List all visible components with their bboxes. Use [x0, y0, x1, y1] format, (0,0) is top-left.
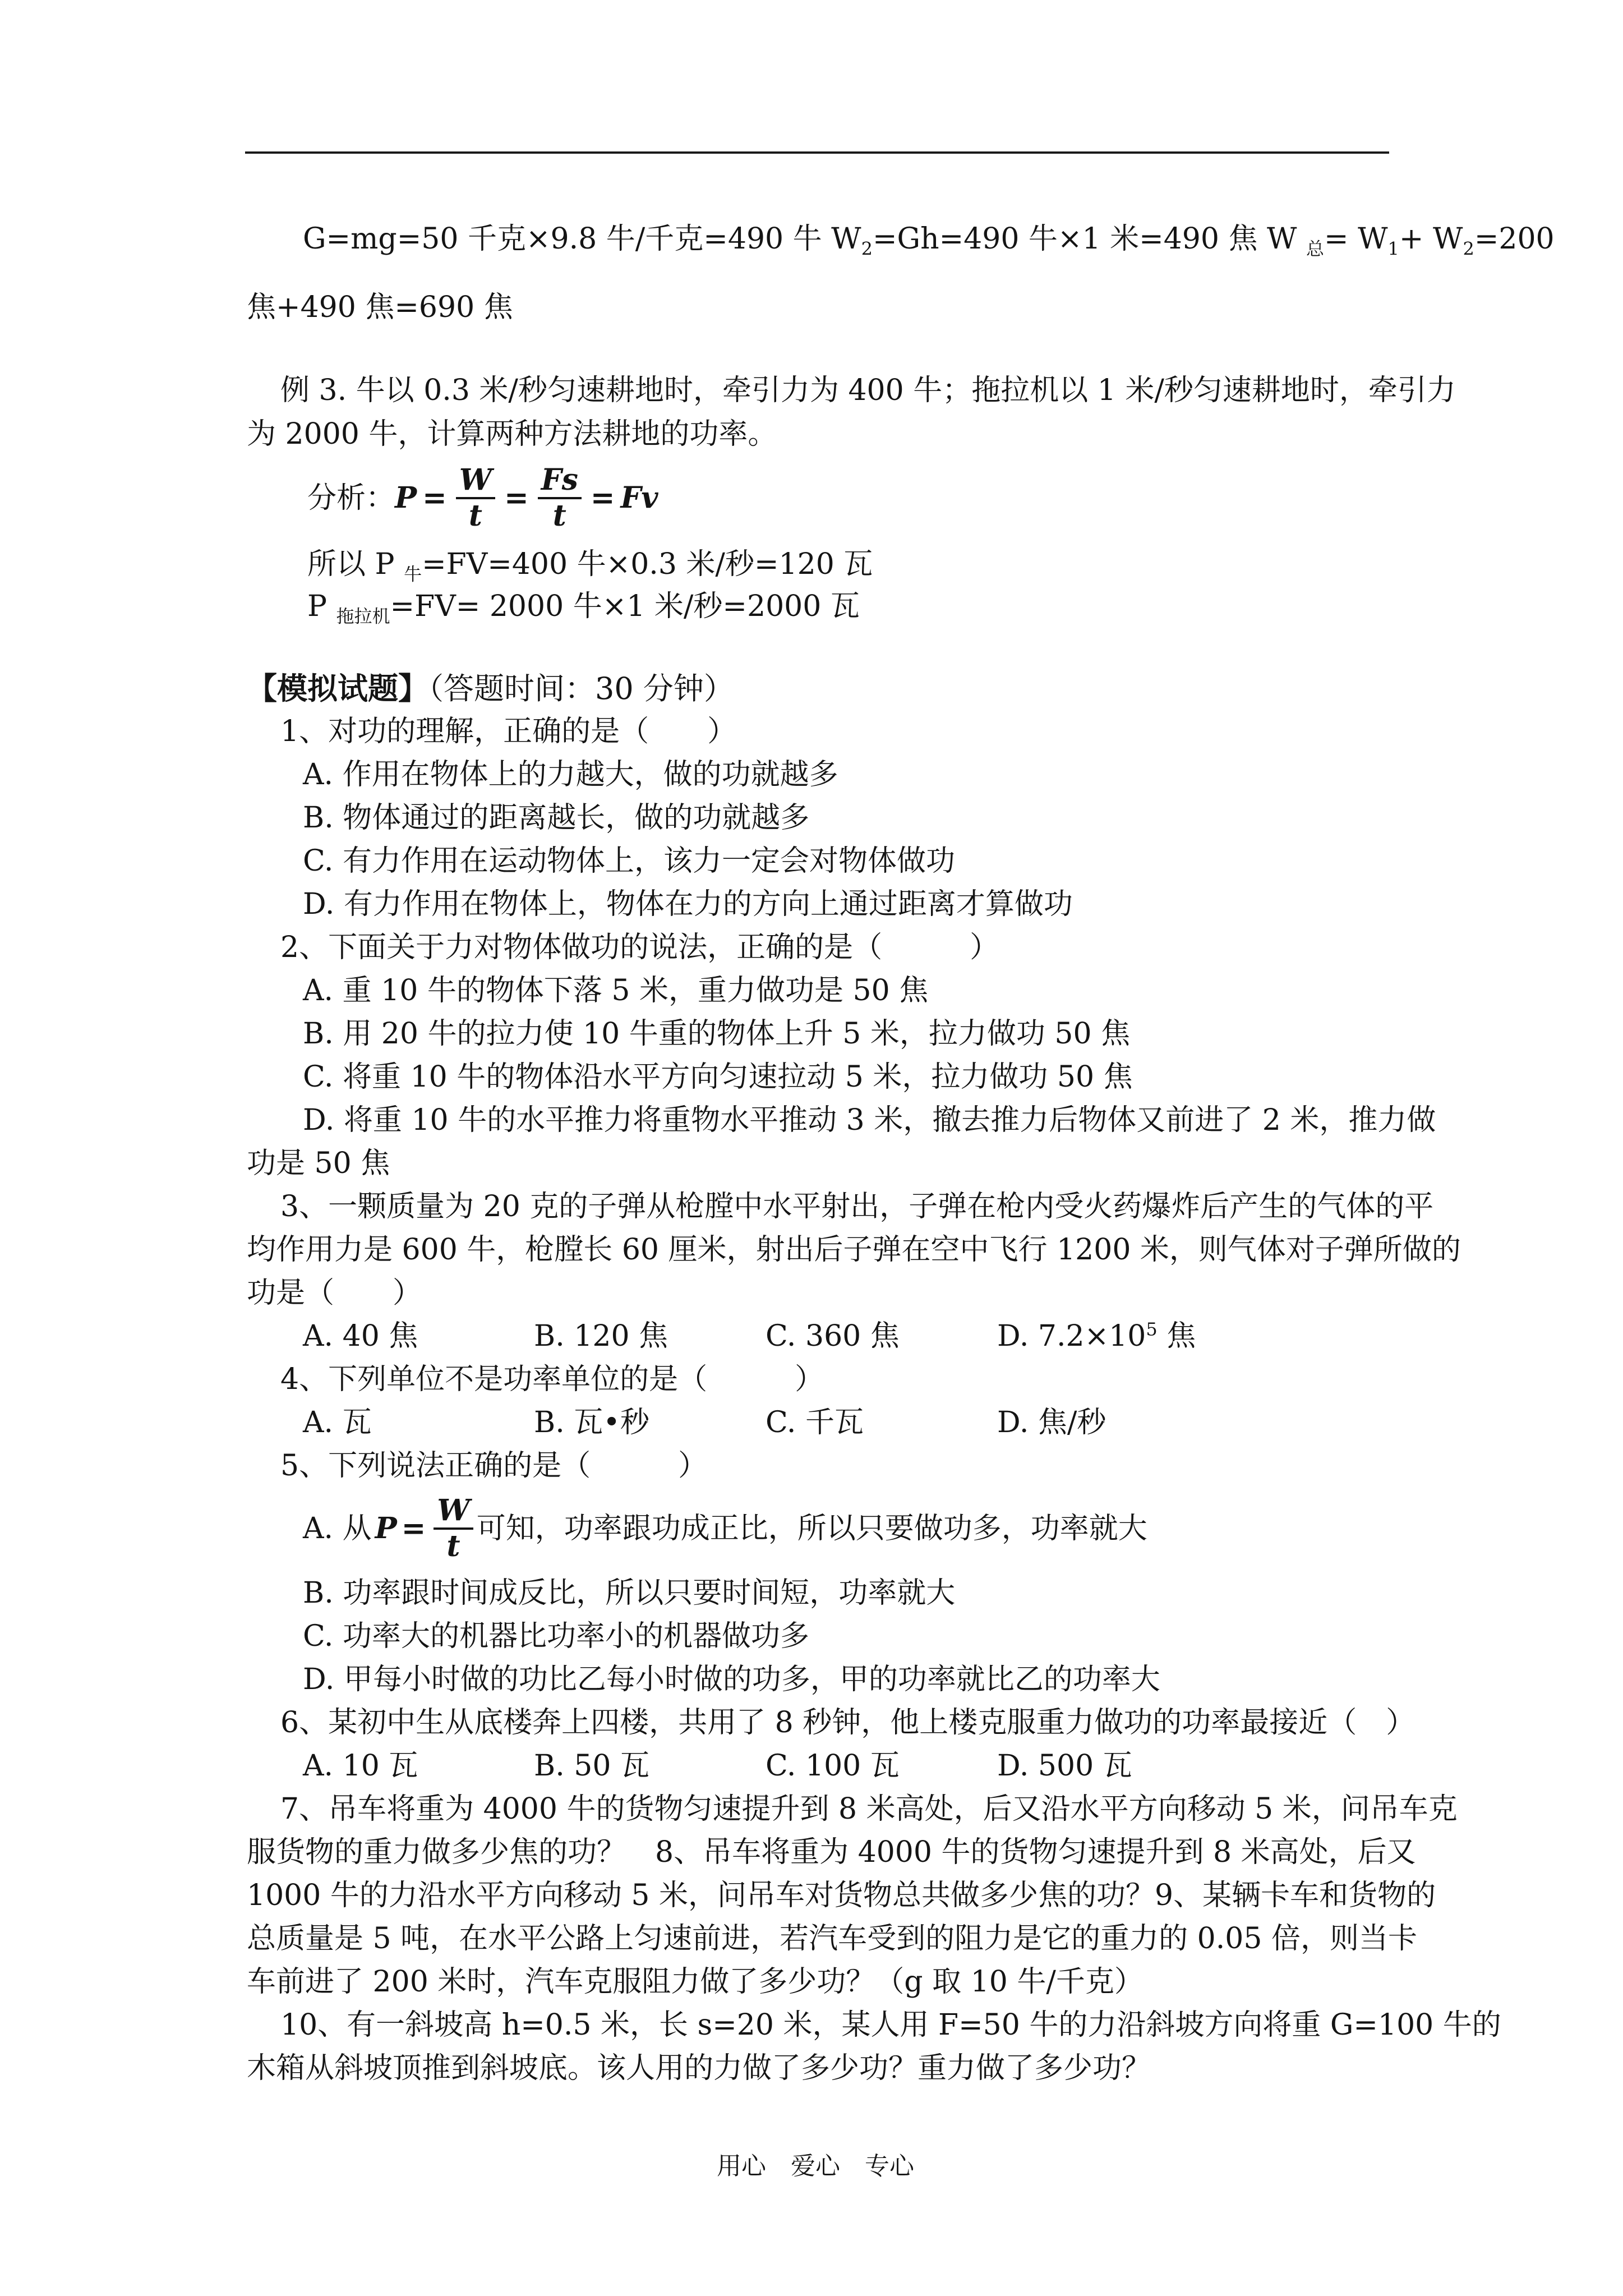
q5-option-a: A. 从 P = $\frac{W}{t}$ 可知，功率跟功成正比，所以只要做功多，功率就大 — [303, 1493, 1147, 1563]
example3-line-2: 为 2000 牛，计算两种方法耕地的功率。 — [247, 417, 777, 451]
q789-line-2: 服货物的重力做多少焦的功？ 8、吊车将重为 4000 牛的货物匀速提升到 8 米高处，后又 — [247, 1835, 1416, 1869]
q789-line-5: 车前进了 200 米时，汽车克服阻力做了多少功？（g 取 10 牛/千克） — [247, 1965, 1144, 1999]
analysis-label: 分析： — [307, 481, 395, 515]
q2-option-d-line2: 功是 50 焦 — [247, 1147, 390, 1180]
q3-option-b: B. 120 焦 — [534, 1319, 668, 1353]
q4-option-d: D. 焦/秒 — [997, 1406, 1106, 1439]
q1-stem: 1、对功的理解，正确的是（ ） — [280, 715, 737, 748]
q3-line-1: 3、一颗质量为 20 克的子弹从枪膛中水平射出，子弹在枪内受火药爆炸后产生的气体的平 — [280, 1190, 1434, 1223]
q789-line-3: 1000 牛的力沿水平方向移动 5 米，问吊车对货物总共做多少焦的功？9、某辆卡车和货物的 — [247, 1879, 1436, 1912]
q1-option-c: C. 有力作用在运动物体上，该力一定会对物体做功 — [303, 844, 955, 878]
fraction-w-over-t: $\frac{W}{t}$ — [456, 466, 495, 531]
section-title: 【模拟试题】（答题时间：30 分钟） — [247, 670, 734, 706]
ox-power-line: 所以 P $_牛$=FV=400 牛×0.3 米/秒=120 瓦 — [307, 547, 873, 585]
q10-line-2: 木箱从斜坡顶推到斜坡底。该人用的力做了多少功？重力做了多少功？ — [247, 2051, 1151, 2085]
q3-line-2: 均作用力是 600 牛，枪膛长 60 厘米，射出后子弹在空中飞行 1200 米，则气体对子弹所做的 — [247, 1233, 1461, 1267]
q6-option-a: A. 10 瓦 — [303, 1749, 418, 1783]
fraction-w-over-t-q5: $\frac{W}{t}$ — [434, 1496, 473, 1561]
q789-line-1: 7、吊车将重为 4000 牛的货物匀速提升到 8 米高处，后又沿水平方向移动 5 米，问吊车克 — [280, 1792, 1458, 1826]
q5-option-c: C. 功率大的机器比功率小的机器做功多 — [303, 1619, 809, 1653]
q4-stem: 4、下列单位不是功率单位的是（ ） — [280, 1363, 824, 1396]
q3-option-c: C. 360 焦 — [766, 1319, 900, 1353]
q10-line-1: 10、有一斜坡高 h=0.5 米，长 s=20 米，某人用 F=50 牛的力沿斜坡方向将重 G=100 牛的 — [280, 2008, 1501, 2042]
q1-option-a: A. 作用在物体上的力越大，做的功就越多 — [303, 758, 838, 792]
q6-option-c: C. 100 瓦 — [766, 1749, 900, 1783]
q3-option-a: A. 40 焦 — [303, 1319, 418, 1353]
header-rule — [245, 151, 1389, 154]
fraction-fs-over-t: $\frac{Fs}{t}$ — [538, 466, 582, 531]
q5-stem: 5、下列说法正确的是（ ） — [280, 1449, 708, 1483]
q6-stem: 6、某初中生从底楼奔上四楼，共用了 8 秒钟，他上楼克服重力做功的功率最接近（ ） — [280, 1706, 1415, 1740]
q5-option-b: B. 功率跟时间成反比，所以只要时间短，功率就大 — [303, 1576, 956, 1610]
q789-line-4: 总质量是 5 吨，在水平公路上匀速前进，若汽车受到的阻力是它的重力的 0.05 倍，则当卡 — [247, 1922, 1417, 1955]
q2-option-d-line1: D. 将重 10 牛的水平推力将重物水平推动 3 米，撤去推力后物体又前进了 2 米，推力做 — [303, 1103, 1436, 1137]
example3-line-1: 例 3. 牛以 0.3 米/秒匀速耕地时，牵引力为 400 牛；拖拉机以 1 米/秒匀速耕地时，牵引力 — [280, 374, 1456, 407]
page-footer: 用心 爱心 专心 — [717, 2152, 914, 2180]
q6-option-b: B. 50 瓦 — [534, 1749, 649, 1783]
analysis-formula: 分析： P = $\frac{W}{t}$ = $\frac{Fs}{t}$ = Fv — [307, 463, 658, 533]
q6-option-d: D. 500 瓦 — [997, 1749, 1132, 1783]
tractor-power-line: P $_{拖拉机}$=FV= 2000 牛×1 米/秒=2000 瓦 — [307, 590, 860, 627]
q3-line-3: 功是（ ） — [247, 1276, 422, 1310]
q4-option-a: A. 瓦 — [303, 1406, 372, 1439]
q2-option-a: A. 重 10 牛的物体下落 5 米，重力做功是 50 焦 — [303, 974, 929, 1007]
q5-option-d: D. 甲每小时做的功比乙每小时做的功多，甲的功率就比乙的功率大 — [303, 1663, 1160, 1696]
q4-option-c: C. 千瓦 — [766, 1406, 864, 1439]
q2-stem: 2、下面关于力对物体做功的说法，正确的是（ ） — [280, 931, 999, 964]
q1-option-d: D. 有力作用在物体上，物体在力的方向上通过距离才算做功 — [303, 887, 1073, 921]
q4-option-b: B. 瓦•秒 — [534, 1406, 649, 1439]
calc-line-1: G=mg=50 千克×9.8 牛/千克=490 牛 $W_2=Gh=490$ 牛×1 米=490 焦 W $_总= W_1+ W_2=200$ — [303, 222, 1555, 260]
q2-option-b: B. 用 20 牛的拉力使 10 牛重的物体上升 5 米，拉力做功 50 焦 — [303, 1017, 1131, 1051]
q1-option-b: B. 物体通过的距离越长，做的功就越多 — [303, 801, 810, 835]
q2-option-c: C. 将重 10 牛的物体沿水平方向匀速拉动 5 米，拉力做功 50 焦 — [303, 1060, 1133, 1094]
q3-option-d: D. $7.2\times 10^5$ 焦 — [997, 1318, 1196, 1353]
calc-line-2: 焦+490 焦=690 焦 — [247, 291, 513, 324]
